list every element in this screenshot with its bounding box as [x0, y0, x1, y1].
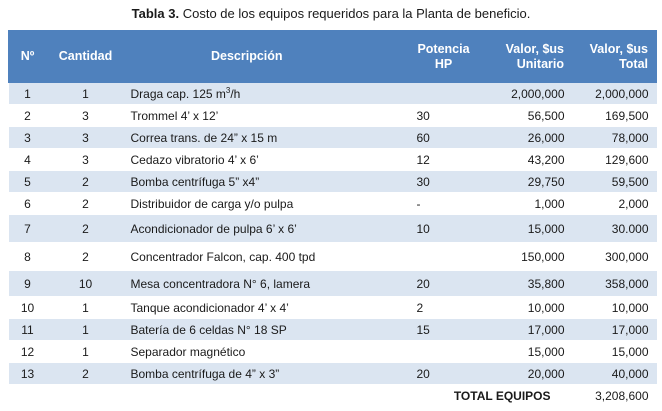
cell-qty: 3	[47, 127, 125, 149]
cell-unit: 29,750	[487, 171, 573, 193]
header-unit-line2: Unitario	[516, 56, 564, 71]
cell-hp: 2	[405, 297, 487, 319]
header-hp	[405, 31, 487, 83]
cell-total: 2,000	[573, 193, 657, 215]
caption-label: Tabla 3.	[131, 6, 180, 21]
cell-desc: Concentrador Falcon, cap. 400 tpd	[125, 243, 405, 271]
cell-qty: 1	[47, 319, 125, 341]
total-label: TOTAL EQUIPOS	[9, 385, 573, 407]
cell-hp: 20	[405, 271, 487, 297]
cell-num: 11	[9, 319, 47, 341]
cell-total: 15,000	[573, 341, 657, 363]
cell-num: 2	[9, 105, 47, 127]
cell-total: 40,000	[573, 363, 657, 385]
cell-num: 8	[9, 243, 47, 271]
table-row	[9, 271, 657, 297]
cell-total: 30.000	[573, 215, 657, 243]
cell-qty: 10	[47, 271, 125, 297]
cell-unit: 35,800	[487, 271, 573, 297]
header-total-line1: Valor, $us	[589, 41, 648, 56]
cell-num: 6	[9, 193, 47, 215]
cell-hp	[405, 83, 487, 105]
total-value: 3,208,600	[573, 385, 657, 407]
cell-num: 12	[9, 341, 47, 363]
header-row	[9, 31, 657, 83]
cell-unit: 17,000	[487, 319, 573, 341]
cell-desc: Bomba centrífuga 5” x4”	[125, 171, 405, 193]
table-row	[9, 171, 657, 193]
cell-hp: 15	[405, 319, 487, 341]
cell-unit: 150,000	[487, 243, 573, 271]
cell-num: 4	[9, 149, 47, 171]
cell-desc-tail: /h	[230, 87, 241, 101]
cell-desc: Batería de 6 celdas N° 18 SP	[125, 319, 405, 341]
cell-qty: 1	[47, 83, 125, 105]
cell-total: 2,000,000	[573, 83, 657, 105]
cell-desc-sup: 3	[225, 86, 231, 95]
cell-desc-text: Draga cap. 125 m	[130, 87, 226, 101]
cell-num: 7	[9, 215, 47, 243]
cell-total: 59,500	[573, 171, 657, 193]
cell-hp: 30	[405, 105, 487, 127]
cell-hp: 10	[405, 215, 487, 243]
table-row	[9, 363, 657, 385]
cell-desc: Bomba centrífuga de 4” x 3”	[125, 363, 405, 385]
cell-hp	[405, 243, 487, 271]
table-row	[9, 243, 657, 271]
header-unit	[487, 31, 573, 83]
cell-unit: 26,000	[487, 127, 573, 149]
cell-unit: 1,000	[487, 193, 573, 215]
cell-unit: 15,000	[487, 215, 573, 243]
cell-total: 78,000	[573, 127, 657, 149]
cell-desc	[125, 83, 405, 105]
table-row	[9, 193, 657, 215]
cell-desc: Acondicionador de pulpa 6’ x 6’	[125, 215, 405, 243]
table-row	[9, 83, 657, 105]
cell-num: 5	[9, 171, 47, 193]
cell-total: 129,600	[573, 149, 657, 171]
cell-qty: 3	[47, 105, 125, 127]
cell-num: 1	[9, 83, 47, 105]
cell-total: 358,000	[573, 271, 657, 297]
cell-desc: Distribuidor de carga y/o pulpa	[125, 193, 405, 215]
table-row	[9, 341, 657, 363]
cell-qty: 3	[47, 149, 125, 171]
cell-unit: 2,000,000	[487, 83, 573, 105]
cell-unit: 56,500	[487, 105, 573, 127]
cell-hp: 30	[405, 171, 487, 193]
cell-qty: 2	[47, 363, 125, 385]
cell-desc: Cedazo vibratorio 4’ x 6’	[125, 149, 405, 171]
table-row	[9, 297, 657, 319]
cell-qty: 2	[47, 193, 125, 215]
table-row	[9, 319, 657, 341]
table-row	[9, 149, 657, 171]
cell-unit: 43,200	[487, 149, 573, 171]
equipment-cost-table	[8, 30, 657, 407]
cell-num: 9	[9, 271, 47, 297]
cell-unit: 20,000	[487, 363, 573, 385]
table-row	[9, 215, 657, 243]
header-hp-line2: HP	[434, 56, 453, 71]
header-desc: Descripción	[125, 31, 405, 83]
cell-total: 17,000	[573, 319, 657, 341]
cell-total: 10,000	[573, 297, 657, 319]
header-total	[573, 31, 657, 83]
cell-desc: Trommel 4’ x 12’	[125, 105, 405, 127]
cell-num: 10	[9, 297, 47, 319]
table-row	[9, 127, 657, 149]
caption-text: Costo de los equipos requeridos para la Planta de beneficio.	[182, 6, 531, 21]
cell-hp: -	[405, 193, 487, 215]
cell-qty: 1	[47, 297, 125, 319]
cell-desc: Separador magnético	[125, 341, 405, 363]
cell-qty: 2	[47, 215, 125, 243]
header-qty: Cantidad	[47, 31, 125, 83]
cell-unit: 15,000	[487, 341, 573, 363]
cell-qty: 1	[47, 341, 125, 363]
cell-hp: 60	[405, 127, 487, 149]
cell-num: 13	[9, 363, 47, 385]
header-total-line2: Total	[619, 56, 648, 71]
header-unit-line1: Valor, $us	[505, 41, 564, 56]
cell-total: 300,000	[573, 243, 657, 271]
cell-unit: 10,000	[487, 297, 573, 319]
cell-qty: 2	[47, 171, 125, 193]
cell-desc: Correa trans. de 24” x 15 m	[125, 127, 405, 149]
cell-hp: 12	[405, 149, 487, 171]
cell-total: 169,500	[573, 105, 657, 127]
cell-hp: 20	[405, 363, 487, 385]
header-hp-line1: Potencia	[417, 41, 470, 56]
cell-desc: Mesa concentradora N° 6, lamera	[125, 271, 405, 297]
cell-hp	[405, 341, 487, 363]
cell-qty: 2	[47, 243, 125, 271]
cell-desc: Tanque acondicionador 4’ x 4’	[125, 297, 405, 319]
total-row	[9, 385, 657, 407]
table-caption	[0, 0, 662, 28]
table-row	[9, 105, 657, 127]
cell-num: 3	[9, 127, 47, 149]
header-num: Nº	[9, 31, 47, 83]
